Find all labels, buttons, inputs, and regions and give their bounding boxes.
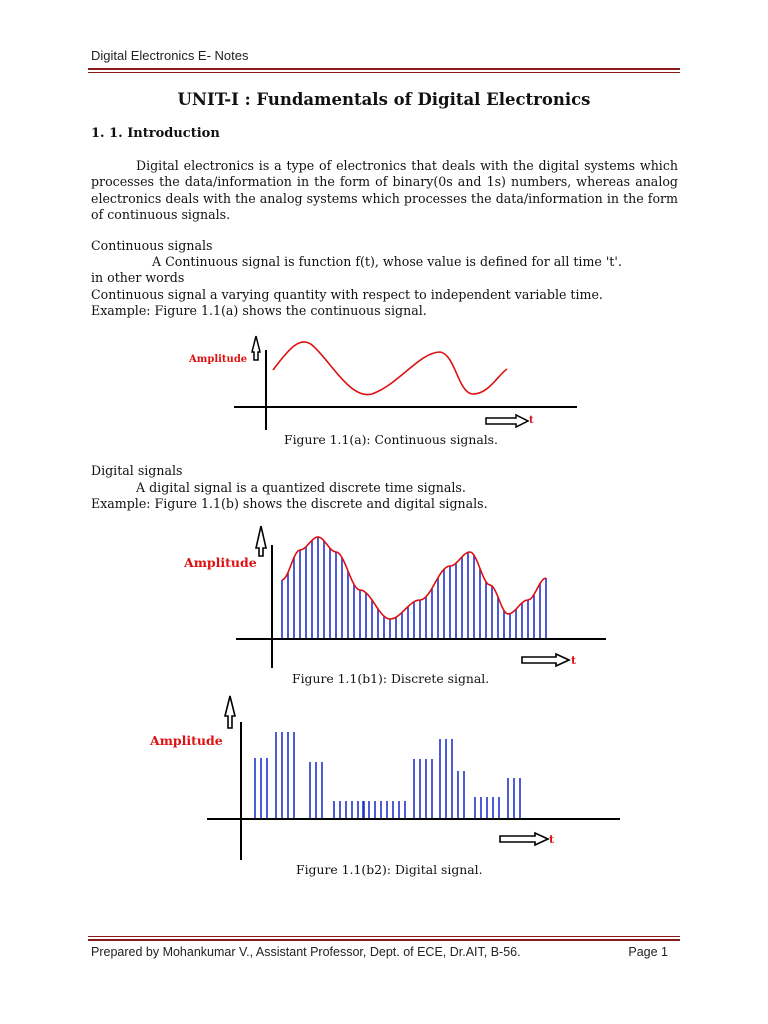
figure-a-caption: Figure 1.1(a): Continuous signals. bbox=[284, 432, 498, 447]
continuous-description: Continuous signal a varying quantity with respect to independent variable time. bbox=[91, 287, 603, 302]
digital-samples bbox=[255, 732, 520, 819]
intro-paragraph: Digital electronics is a type of electronics that deals with the digital systems which processes the data/information in the form of binary(0s and 1s) numbers, whereas analog electronics deals with the analog systems which processes the data/information in the form of continuous signals. bbox=[91, 158, 678, 222]
up-arrow-icon bbox=[225, 696, 235, 728]
figure-a-xlabel: t bbox=[529, 415, 534, 426]
figure-b2-caption: Figure 1.1(b2): Digital signal. bbox=[296, 862, 483, 877]
figure-b1-ylabel: Amplitude bbox=[184, 555, 257, 570]
digital-heading: Digital signals bbox=[91, 463, 183, 478]
footer-text: Prepared by Mohankumar V., Assistant Professor, Dept. of ECE, Dr.AIT, B-56. bbox=[91, 945, 521, 959]
continuous-heading: Continuous signals bbox=[91, 238, 213, 253]
page-title: UNIT-I : Fundamentals of Digital Electronics bbox=[177, 90, 591, 109]
continuous-example: Example: Figure 1.1(a) shows the continuous signal. bbox=[91, 303, 427, 318]
figure-b2-xlabel: t bbox=[549, 833, 555, 846]
right-arrow-icon bbox=[500, 833, 548, 845]
digital-example: Example: Figure 1.1(b) shows the discrete and digital signals. bbox=[91, 496, 488, 511]
figure-b2-ylabel: Amplitude bbox=[150, 733, 223, 748]
page-number: Page 1 bbox=[628, 945, 668, 959]
figure-b1-xlabel: t bbox=[571, 654, 577, 667]
footer-rule-thin bbox=[88, 936, 680, 937]
continuous-definition: A Continuous signal is function f(t), whose value is defined for all time 't'. bbox=[152, 254, 622, 269]
digital-definition: A digital signal is a quantized discrete time signals. bbox=[136, 480, 466, 495]
header-text: Digital Electronics E- Notes bbox=[91, 48, 249, 63]
figure-a-ylabel: Amplitude bbox=[189, 354, 248, 365]
footer-rule bbox=[88, 939, 680, 941]
continuous-other-words: in other words bbox=[91, 270, 185, 285]
section-heading: 1. 1. Introduction bbox=[91, 126, 220, 141]
figure-b1-caption: Figure 1.1(b1): Discrete signal. bbox=[292, 671, 490, 686]
